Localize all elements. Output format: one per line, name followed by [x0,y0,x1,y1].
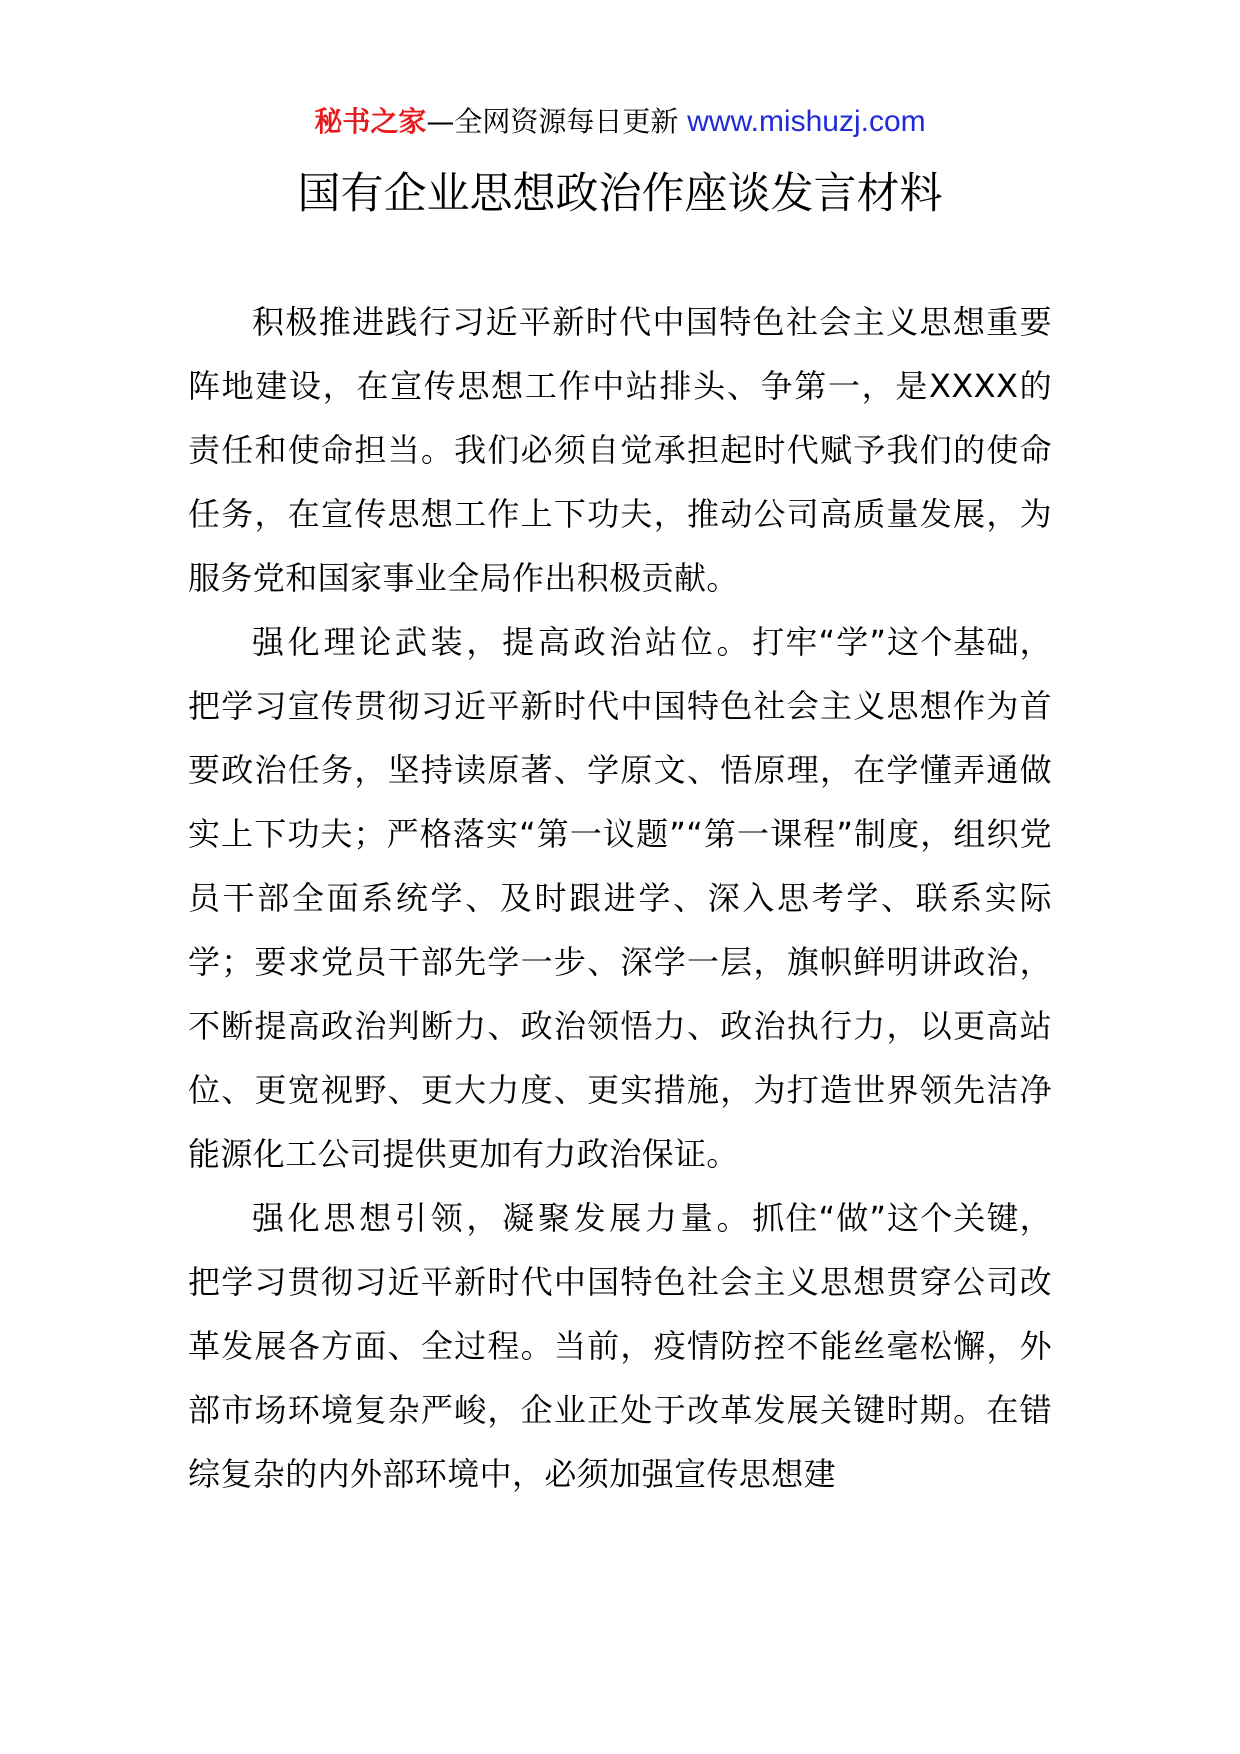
paragraph-intro-text: 积极推进践行习近平新时代中国特色社会主义思想重要阵地建设，在宣传思想工作中站排头、争第一，是XXXX的责任和使命担当。我们必须自觉承担起时代赋予我们的使命任务，在宣传思想工作上下功夫，推动公司高质量发展，为服务党和国家事业全局作出积极贡献。 [188,303,1052,597]
document-title: 国有企业思想政治作座谈发言材料 [297,169,943,219]
brand-name: 秘书之家 [314,105,427,138]
banner-tagline: —全网资源每日更新 [426,105,688,138]
paragraph-guidance [188,1186,1052,1506]
paragraph-theory-text: 打牢“学”这个基础，把学习宣传贯彻习近平新时代中国特色社会主义思想作为首要政治任务，坚持读原著、学原文、悟原理，在学懂弄通做实上下功夫；严格落实“第一议题”“第一课程”制度，组织党员干部全面系统学、及时跟进学、深入思考学、联系实际学；要求党员干部先学一步、深学一层，旗帜鲜明讲政治，不断提高政治判断力、政治领悟力、政治执行力，以更高站位、更宽视野、更大力度、更实措施，为打造世界领先洁净能源化工公司提供更加有力政治保证。 [188,623,1052,1173]
paragraph-guidance-text: 抓住“做”这个关键，把学习贯彻习近平新时代中国特色社会主义思想贯穿公司改革发展各方面、全过程。当前，疫情防控不能丝毫松懈，外部市场环境复杂严峻，企业正处于改革发展关键时期。在错综复杂的内外部环境中，必须加强宣传思想建 [188,1199,1052,1493]
paragraph-theory [188,610,1052,1186]
site-url-link[interactable]: www.mishuzj.com [687,105,926,138]
site-banner [0,100,1240,144]
paragraph-intro [188,290,1052,610]
document-body [188,290,1052,1506]
paragraph-theory-heading: 强化理论武装，提高政治站位。 [252,623,753,661]
paragraph-guidance-heading: 强化思想引领，凝聚发展力量。 [252,1199,753,1237]
